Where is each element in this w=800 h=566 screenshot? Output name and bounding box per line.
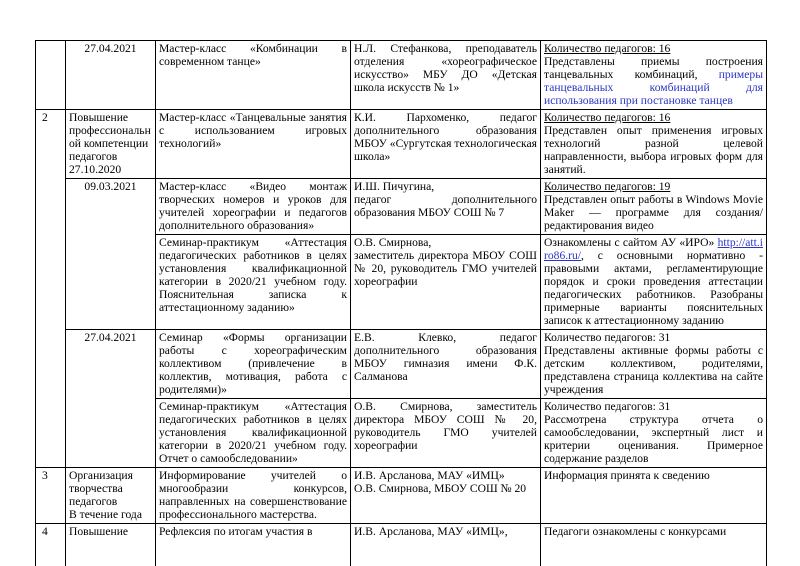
cell-event	[156, 330, 351, 399]
direction-label: Повышение профессиональной компетенции педагогов	[69, 111, 151, 163]
event-title: Семинар-практикум «Аттестация педагогических работников в целях установления квалификационной категории в 2020/21 учебном году. Отчет о самообследовании»	[159, 400, 347, 465]
result-text-black: Представлены приемы построения танцевальных комбинаций,	[544, 55, 763, 81]
section-number: 2	[42, 111, 48, 124]
table-row	[36, 179, 767, 235]
cell-result	[541, 524, 767, 566]
iro-link[interactable]: http://att.iro86.ru/	[544, 236, 763, 262]
table-row	[36, 524, 767, 566]
presenter-name: К.И. Пархоменко, педагог дополнительного образования МБОУ «Сургутская технологическая школа»	[354, 111, 537, 163]
presenter-name: И.Ш. Пичугина,	[354, 180, 435, 193]
cell-event	[156, 468, 351, 524]
cell-result	[541, 41, 767, 110]
result-text-post: , с основными нормативно - правовыми актами, регламентирующие порядок и сроки проведения аттестации педагогических работников. Разобраны примерные варианты пояснительных записок к аттестационному заданию	[544, 249, 763, 327]
event-title: Мастер-класс «Комбинации в современном танце»	[159, 42, 347, 68]
result-text: Педагоги ознакомлены с конкурсами	[544, 525, 727, 538]
cell-number	[36, 524, 66, 566]
cell-presenter	[351, 41, 541, 110]
result-text-pre: Ознакомлены с сайтом АУ «ИРО»	[544, 236, 718, 249]
result-text: Представлены активные формы работы с детским коллективом, родителями, представлена страница коллектива на сайте учреждения	[544, 344, 763, 396]
event-date: 09.03.2021	[84, 180, 137, 193]
teacher-count: Количество педагогов: 19	[544, 180, 671, 193]
presenter-name: Е.В. Клевко, педагог дополнительного образования МБОУ гимназия имени Ф.К. Салманова	[354, 331, 537, 383]
teacher-count: Количество педагогов: 16	[544, 42, 671, 55]
presenter-name: И.В. Арсланова, МАУ «ИМЦ»	[354, 469, 505, 482]
event-title: Информирование учителей о многообразии конкурсов, направленных на совершенствование профессионального мастерства.	[159, 469, 347, 521]
cell-presenter	[351, 524, 541, 566]
cell-presenter	[351, 399, 541, 468]
cell-presenter	[351, 235, 541, 330]
teacher-count: Количество педагогов: 31	[544, 331, 671, 344]
teacher-count: Количество педагогов: 16	[544, 111, 671, 124]
direction-label: Организация творчества педагогов	[69, 469, 133, 508]
presenter-name: И.В. Арсланова, МАУ «ИМЦ»,	[354, 525, 508, 538]
methodical-events-table	[35, 40, 767, 566]
table-row	[36, 330, 767, 399]
result-text: Рассмотрена структура отчета о самообследовании, экспертный лист и критерии оценивания. Примерное содержание разделов	[544, 413, 763, 465]
presenter-name-2: О.В. Смирнова, МБОУ СОШ № 20	[354, 482, 527, 495]
cell-result	[541, 179, 767, 235]
event-title: Семинар «Формы организации работы с хореографическим коллективом (привлечение в коллектив, мотивация, работа с родителями)»	[159, 331, 347, 396]
cell-event	[156, 235, 351, 330]
cell-event	[156, 110, 351, 179]
cell-result	[541, 235, 767, 330]
cell-number	[36, 468, 66, 524]
cell-event	[156, 41, 351, 110]
result-text: Информация принята к сведению	[544, 469, 710, 482]
event-title: Рефлексия по итогам участия в	[159, 525, 313, 538]
cell-event	[156, 524, 351, 566]
section-number: 4	[42, 525, 48, 538]
cell-event	[156, 179, 351, 235]
cell-date	[66, 179, 156, 330]
cell-direction	[66, 524, 156, 566]
cell-number	[36, 110, 66, 468]
cell-date	[66, 330, 156, 468]
direction-period: В течение года	[69, 508, 142, 521]
cell-event	[156, 399, 351, 468]
presenter-name: О.В. Смирнова,	[354, 236, 432, 249]
table-row	[36, 41, 767, 110]
event-title: Мастер-класс «Видео монтаж творческих номеров и уроков для учителей хореографии и педагогов дополнительного образования»	[159, 180, 347, 232]
cell-result	[541, 110, 767, 179]
table-row	[36, 110, 767, 179]
event-title: Семинар-практикум «Аттестация педагогических работников в целях установления квалификационной категории в 2020/21 учебном году. Пояснительная записка к аттестационному заданию»	[159, 236, 347, 314]
result-text	[544, 55, 763, 107]
presenter-role: заместитель директора МБОУ СОШ № 20, руководитель ГМО учителей хореографии	[354, 249, 537, 288]
section-number: 3	[42, 469, 48, 482]
cell-date	[66, 41, 156, 110]
event-date: 27.04.2021	[84, 42, 137, 55]
event-date: 27.04.2021	[84, 331, 137, 344]
result-text-blue: примеры танцевальных комбинаций для использования при постановке танцев	[544, 68, 763, 107]
event-date: 27.10.2020	[69, 163, 122, 176]
cell-result	[541, 330, 767, 399]
direction-label: Повышение	[69, 525, 129, 538]
cell-result	[541, 399, 767, 468]
cell-presenter	[351, 110, 541, 179]
presenter-name: Н.Л. Стефанкова, преподаватель отделения «хореографическое искусство» МБУ ДО «Детская школа искусств № 1»	[354, 42, 537, 94]
cell-direction	[66, 110, 156, 179]
result-text: Представлен опыт работы в Windows Movie Maker — программе для создания/редактирования видео	[544, 193, 763, 232]
cell-result	[541, 468, 767, 524]
cell-presenter	[351, 179, 541, 235]
table-row	[36, 468, 767, 524]
presenter-role: педагог дополнительного образования МБОУ СОШ № 7	[354, 193, 537, 219]
cell-presenter	[351, 330, 541, 399]
result-text: Представлен опыт применения игровых технологий разной целевой направленности, выбора игровых форм для занятий.	[544, 124, 763, 176]
cell-presenter	[351, 468, 541, 524]
cell-number	[36, 41, 66, 110]
presenter-name: О.В. Смирнова, заместитель директора МБОУ СОШ № 20, руководитель ГМО учителей хореографии	[354, 400, 537, 452]
event-title: Мастер-класс «Танцевальные занятия с использованием игровых технологий»	[159, 111, 347, 150]
cell-direction	[66, 468, 156, 524]
teacher-count: Количество педагогов: 31	[544, 400, 671, 413]
